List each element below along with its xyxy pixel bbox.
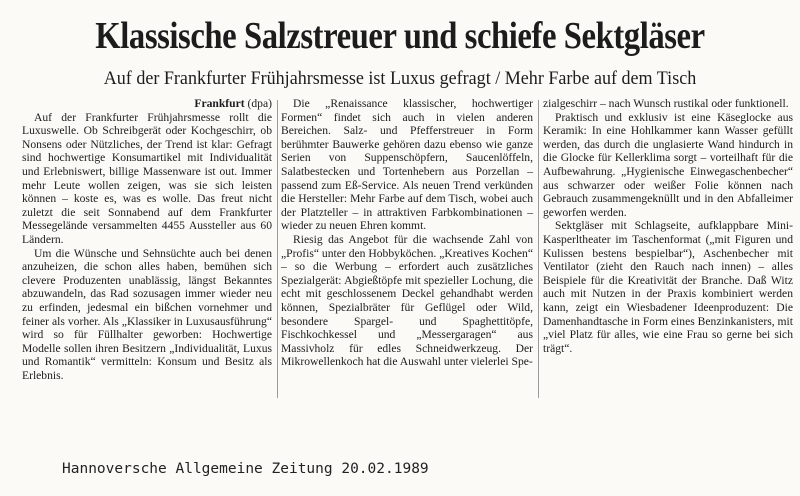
source-caption: Hannoversche Allgemeine Zeitung 20.02.1989	[62, 461, 429, 477]
dateline	[22, 97, 272, 111]
article-column-3	[543, 97, 793, 355]
subheadline: Auf der Frankfurter Frühjahrsmesse ist Luxus gefragt / Mehr Farbe auf dem Tisch	[103, 68, 697, 89]
paragraph: Die „Renaissance klassischer, hochwertiger Formen“ findet sich auch in vielen anderen Bereichen. Salz- und Pfefferstreuer in Form berühmter Bauwerke gehören dazu ebenso wie ganze Serien von Suppenschöpfern, Saucenlöffeln, Salatbestecken und Tortenhebern aus Porzellan – passend zum Eß-Service. Als neuen Trend verkünden die Hersteller: Mehr Farbe auf dem Tisch, wobei auch der Platzteller – in attraktiven Farbkombinationen – wieder zu neuen Ehren kommt.	[281, 97, 533, 233]
dateline-city: Frankfurt	[194, 97, 245, 110]
article-column-1	[22, 97, 272, 382]
paragraph: Sektgläser mit Schlagseite, aufklappbare Mini-Kasperltheater im Taschenformat („mit Figuren und Kulissen bestens bespielbar“), Aschenbecher mit Ventilator (zieht den Rauch nach innen) – alles Beispiele für die Kreativität der Branche. Daß Witz auch mit Nutzen in der Praxis kombiniert werden kann, zeigt ein Wiesbadener Ideenproduzent: Die Damenhandtasche in Form eines Benzinkanisters, mit „viel Platz für alles, wie eine Frau so gerne bei sich trägt“.	[543, 219, 793, 355]
headline: Klassische Salzstreuer und schiefe Sektgläser	[95, 15, 705, 57]
column-divider	[277, 100, 278, 398]
paragraph: Um die Wünsche und Sehnsüchte auch bei denen anzuheizen, die schon alles haben, bemühen sich clevere Produzenten unablässig, längst Bekanntes abzuwandeln, das Rad sozusagen immer wieder neu zu erfinden, jedesmal ein bißchen vornehmer und feiner als vorher. Als „Klassiker in Luxusausführung“ wird so für Füllhalter geworben: Hochwertige Modelle sollen ihren Besitzern „Individualität, Luxus und Romantik“ vermitteln: Konsum und Besitz als Erlebnis.	[22, 246, 272, 382]
article-column-2	[281, 97, 533, 369]
paragraph: zialgeschirr – nach Wunsch rustikal oder funktionell.	[543, 97, 789, 110]
paragraph: Praktisch und exklusiv ist eine Käseglocke aus Keramik: In eine Hohlkammer kann Wasser gefüllt werden, das durch die unglasierte Wand hindurch in die Glocke für Kellerklima sorgt – vorteilhaft für die Aufbewahrung. „Hygienische Einwegaschenbecher“ aus schwarzer oder weißer Folie können nach Gebrauch zusammengeknüllt und in den Abfalleimer geworfen werden.	[543, 110, 793, 219]
paragraph: Riesig das Angebot für die wachsende Zahl von „Profis“ unter den Hobbyköchen. „Kreatives Kochen“ – so die Werbung – erfordert auch zusätzliches Spezialgerät: Abgießtöpfe mit spezieller Lochung, die echt mit geschlossenem Deckel gehandhabt werden können, Spezialbräter für Geflügel oder Wild, besondere Spargel- und Spaghettitöpfe, Fischkochkessel und „Messergaragen“ aus Massivholz für edles Schneidwerkzeug. Der Mikrowellenkoch hat die Auswahl unter vielerlei Spe-	[281, 232, 533, 369]
paragraph: Auf der Frankfurter Frühjahrsmesse rollt die Luxuswelle. Ob Schreibgerät oder Kochgeschirr, ob Nonsens oder Nützliches, der Trend ist klar: Gefragt sind hochwertige Konsumartikel mit Individualität und Erlebniswert, billige Massenware ist out. Immer mehr Leute wollen zeigen, was sie sich leisten können – koste es, was es wolle. Das freut nicht zuletzt die seit Sonnabend auf dem Frankfurter Messegelände versammelten 4455 Aussteller aus 60 Ländern.	[22, 110, 272, 246]
column-divider	[538, 100, 539, 398]
dateline-agency: (dpa)	[244, 97, 272, 110]
